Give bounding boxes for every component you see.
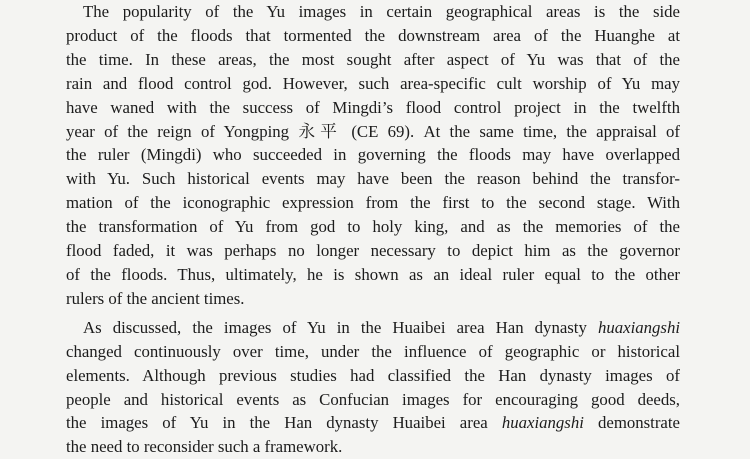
text-line: mation of the iconographic expression from the first to the second stage. With xyxy=(66,193,680,213)
paragraph-2 xyxy=(66,316,680,459)
text-line: the time. In these areas, the most sought after aspect of Yu was that of the xyxy=(66,49,680,69)
text-line xyxy=(66,316,680,340)
text-segment: As discussed, the images of Yu in the Huaibei area Han dynasty xyxy=(83,317,598,337)
text-line: the need to reconsider such a framework. xyxy=(66,437,343,457)
text-line: rain and flood control god. However, such area-specific cult worship of Yu may xyxy=(66,73,680,93)
italic-term: huaxiangshi xyxy=(597,317,680,337)
text-line: people and historical events as Confucian images for encouraging good deeds, xyxy=(66,389,680,409)
text-segment: demonstrate xyxy=(583,413,680,433)
text-line: the transformation of Yu from god to holy king, and as the memories of the xyxy=(66,217,680,237)
text-line: flood faded, it was perhaps no longer necessary to depict him as the governor xyxy=(66,241,680,261)
text-line: changed continuously over time, under the influence of geographic or historical xyxy=(66,341,680,361)
text-segment: the images of Yu in the Han dynasty Huaibei area xyxy=(66,413,502,433)
text-line: The popularity of the Yu images in certain geographical areas is the side xyxy=(83,2,680,21)
text-line: rulers of the ancient times. xyxy=(66,288,245,308)
text-line: elements. Although previous studies had classified the Han dynasty images of xyxy=(66,365,680,385)
text-line: of the floods. Thus, ultimately, he is shown as an ideal ruler equal to the other xyxy=(66,264,680,284)
text-line: the ruler (Mingdi) who succeeded in governing the floods may have overlapped xyxy=(66,145,680,165)
text-line: with Yu. Such historical events may have been the reason behind the transfor- xyxy=(66,169,680,189)
italic-term: huaxiangshi xyxy=(501,413,584,433)
paragraph-1 xyxy=(66,0,680,311)
text-line: year of the reign of Yongping 永平 (CE 69). At the same time, the appraisal of xyxy=(66,121,680,141)
text-line: product of the floods that tormented the downstream area of the Huanghe at xyxy=(66,25,680,45)
text-line: have waned with the success of Mingdi’s flood control project in the twelfth xyxy=(66,97,680,117)
